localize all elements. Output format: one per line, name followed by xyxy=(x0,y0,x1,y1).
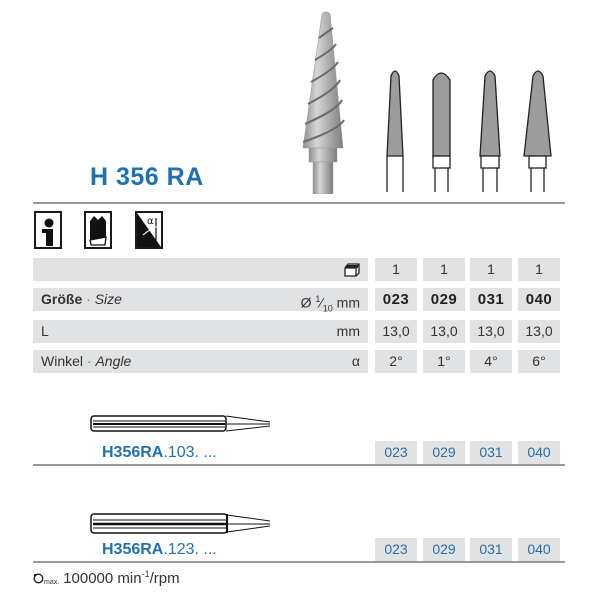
angle-label-en: Angle xyxy=(95,353,132,369)
length-unit: mm xyxy=(336,323,360,339)
length-cell: 13,0 xyxy=(518,320,560,343)
max-speed-note: max. 100000 $\min^{-1}$/rpm xyxy=(33,569,180,587)
length-cell: 13,0 xyxy=(375,320,417,343)
rotation-icon xyxy=(33,570,44,587)
order-size-cell[interactable]: 023 xyxy=(375,538,417,561)
divider-top xyxy=(33,202,565,204)
order-size-cell[interactable]: 029 xyxy=(423,538,465,561)
length-cell: 13,0 xyxy=(470,320,512,343)
length-row-label: L mm xyxy=(33,320,368,343)
angle-label-de: Winkel xyxy=(41,353,84,369)
pack-qty-cell: 1 xyxy=(470,258,512,281)
length-cell: 13,0 xyxy=(423,320,465,343)
pack-row-label xyxy=(33,258,368,281)
pack-qty-cell: 1 xyxy=(518,258,560,281)
order-number-long-shank: H356RA.123. ... xyxy=(102,541,217,558)
bur-spiral-illustration xyxy=(300,8,350,194)
divider-order-1 xyxy=(33,464,565,466)
pack-qty-cell: 1 xyxy=(375,258,417,281)
info-icon xyxy=(34,211,62,249)
size-label-en: Size xyxy=(94,291,122,307)
size-cell: 029 xyxy=(423,288,465,311)
bur-size-silhouettes xyxy=(380,66,560,192)
size-cell: 023 xyxy=(375,288,417,311)
size-row-label xyxy=(33,288,368,314)
order-size-cell[interactable]: 040 xyxy=(518,441,560,464)
size-cell: 040 xyxy=(518,288,560,311)
order-size-cell[interactable]: 031 xyxy=(470,441,512,464)
label-separator: · xyxy=(82,291,95,307)
order-size-cell[interactable]: 029 xyxy=(423,441,465,464)
svg-text:α: α xyxy=(147,216,154,227)
divider-order-2 xyxy=(33,561,565,563)
size-label-de: Größe xyxy=(41,291,83,307)
angle-cell: 2° xyxy=(375,350,417,373)
tooth-crown-icon xyxy=(84,211,112,249)
product-title: H 356 RA xyxy=(90,163,204,191)
angle-unit: α xyxy=(351,353,360,369)
angle-row-label: Winkel · Angle α xyxy=(33,350,368,373)
long-shank-illustration xyxy=(90,512,272,536)
angle-alpha-icon xyxy=(135,211,163,249)
angle-cell: 1° xyxy=(423,350,465,373)
order-number-short-shank: H356RA.103. ... xyxy=(102,444,217,461)
size-cell: 031 xyxy=(470,288,512,311)
angle-cell: 6° xyxy=(518,350,560,373)
order-size-cell[interactable]: 023 xyxy=(375,441,417,464)
pack-qty-cell: 1 xyxy=(423,258,465,281)
package-box-icon xyxy=(344,258,360,284)
angle-cell: 4° xyxy=(470,350,512,373)
size-unit: Ø $^1⁄_{10}$ mm xyxy=(300,294,360,314)
order-size-cell[interactable]: 040 xyxy=(518,538,560,561)
order-size-cell[interactable]: 031 xyxy=(470,538,512,561)
short-shank-illustration xyxy=(90,414,272,434)
